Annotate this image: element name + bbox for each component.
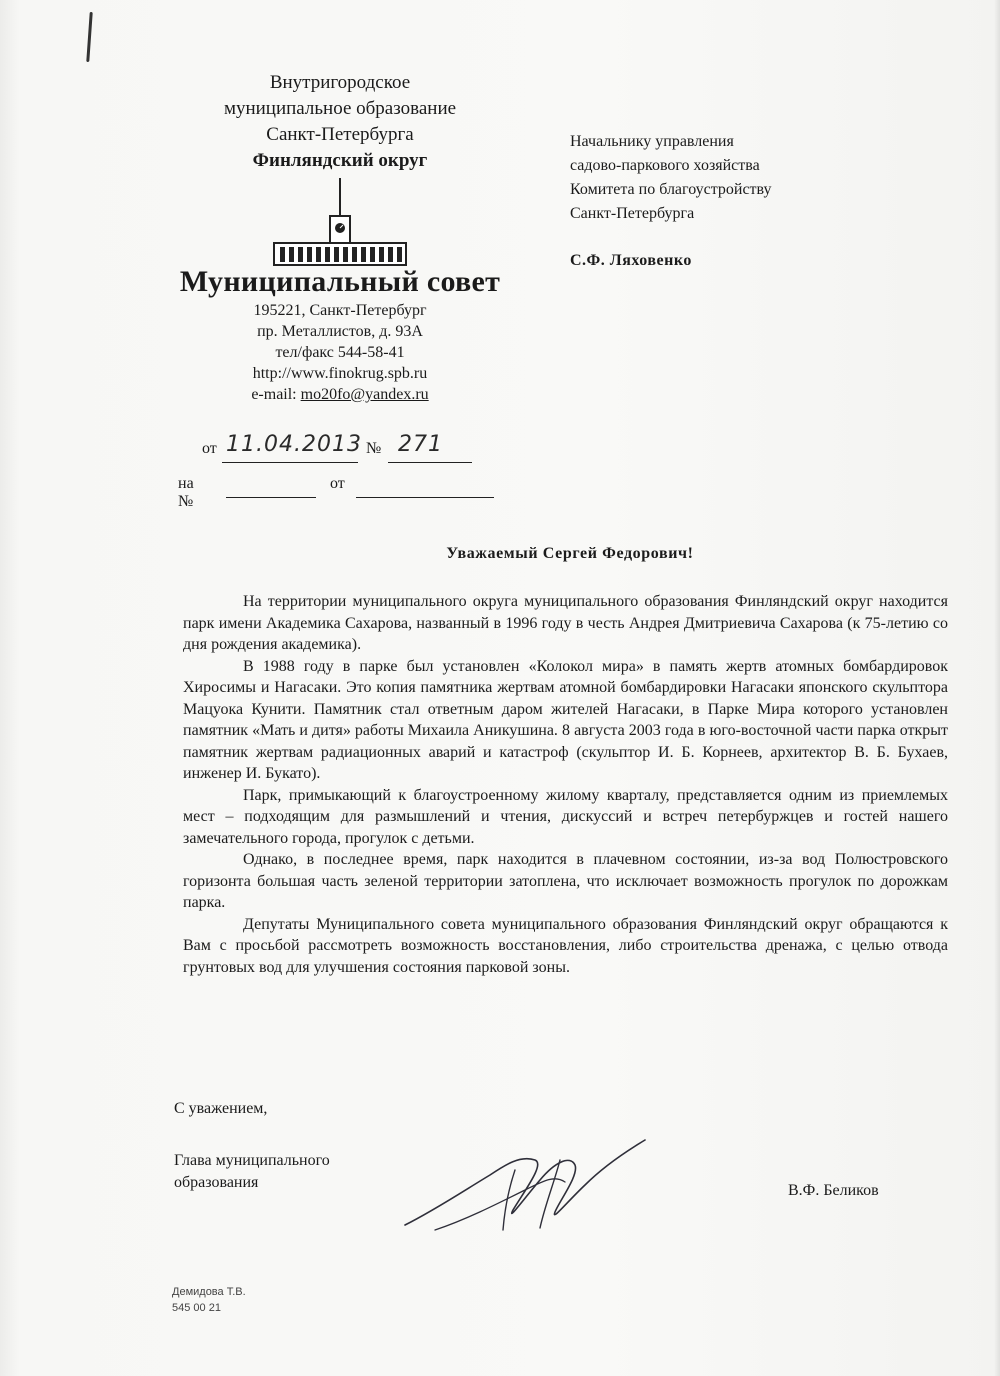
council-title: Муниципальный совет	[179, 265, 501, 298]
letterhead	[150, 70, 530, 405]
letterhead-line-2: муниципальное образование	[223, 98, 457, 119]
signer-name: В.Ф. Беликов	[788, 1182, 879, 1199]
letterhead-line-1: Внутригородское	[269, 72, 411, 93]
reply-date-field	[356, 475, 494, 498]
letterhead-line-3: Санкт-Петербурга	[266, 124, 414, 145]
paragraph: В 1988 году в парке был установлен «Колокол мира» в память жертв атомных бомбардировок Хиросимы и Нагасаки. Это копия памятника жертвам атомной бомбардировки Нагасаки японского скульптора Мацуока Кунити. Памятник стал ответным даром жителей Нагасаки, в Парке Мира которого установлен памятник «Мать и дитя» работы Михаила Аникушина. 8 августа 2003 года в юго-восточной части парка открыт памятник жертвам радиационных аварий и катастроф (скульптор И. Б. Корнеев, архитектор В. Б. Бухаев, инженер И. Букато).	[183, 657, 948, 782]
reply-number-label: на №	[178, 475, 194, 510]
handwritten-number: 271	[398, 432, 443, 457]
letterhead-website: http://www.finokrug.spb.ru	[252, 365, 428, 382]
letterhead-phone: тел/факс 544-58-41	[275, 344, 405, 361]
building-emblem-icon	[150, 176, 530, 266]
scan-shadow	[994, 0, 1000, 1376]
signer-position-line-1: Глава муниципального	[174, 1152, 330, 1169]
letterhead-email-row	[150, 384, 530, 405]
email-link: mo20fo@yandex.ru	[300, 386, 429, 403]
paragraph: Однако, в последнее время, парк находится в плачевном состоянии, из-за вод Полюстровского горизонта большая часть зеленой территории затоплена, что исключает возможность прогулок по дорожкам парка.	[183, 851, 948, 911]
addressee-line-4: Санкт-Петербурга	[570, 205, 695, 222]
executor-phone: 545 00 21	[172, 1302, 221, 1314]
reply-date-label: от	[330, 475, 345, 492]
number-label: №	[366, 440, 382, 457]
addressee-line-2: садово-паркового хозяйства	[570, 157, 760, 174]
email-label: e-mail:	[251, 386, 297, 403]
paragraph: Депутаты Муниципального совета муниципального образования Финляндский округ обращаются к Вам с просьбой рассмотреть возможность восстановления, либо строительства дренажа, с целью отвода грунтовых вод для улучшения состояния парковой зоны.	[183, 915, 948, 976]
signer-position-line-2: образования	[174, 1174, 259, 1191]
letter-body	[183, 591, 948, 978]
letterhead-street: пр. Металлистов, д. 93А	[257, 323, 423, 340]
addressee-line-3: Комитета по благоустройству	[570, 181, 772, 198]
paragraph: На территории муниципального округа муниципального образования Финляндский округ находится парк имени Академика Сахарова, названный в 1996 году в честь Андрея Дмитриевича Сахарова (к 75-летию со дня рождения академика).	[183, 593, 948, 653]
addressee-line-1: Начальнику управления	[570, 133, 734, 150]
letterhead-zip-city: 195221, Санкт-Петербург	[253, 302, 427, 319]
date-label: от	[202, 440, 217, 457]
executor-name: Демидова Т.В.	[172, 1286, 246, 1298]
executor-info	[172, 1284, 246, 1316]
paragraph: Парк, примыкающий к благоустроенному жилому кварталу, представляется одним из приемлемых мест – подходящим для размышлений и чтения, дискуссий и встреч петербуржцев и гостей нашего замечательного города, прогулок с детьми.	[183, 786, 948, 847]
handwritten-date: 11.04.2013	[226, 432, 362, 457]
closing-regards: С уважением,	[174, 1100, 268, 1117]
addressee-name: С.Ф. Ляховенко	[570, 252, 692, 269]
pen-mark	[86, 12, 92, 62]
handwritten-signature	[395, 1130, 655, 1245]
letterhead-district: Финляндский округ	[252, 150, 428, 171]
reply-number-field	[226, 475, 316, 498]
salutation: Уважаемый Сергей Федорович!	[446, 545, 694, 562]
addressee-block	[570, 130, 950, 270]
signer-position	[174, 1150, 330, 1194]
